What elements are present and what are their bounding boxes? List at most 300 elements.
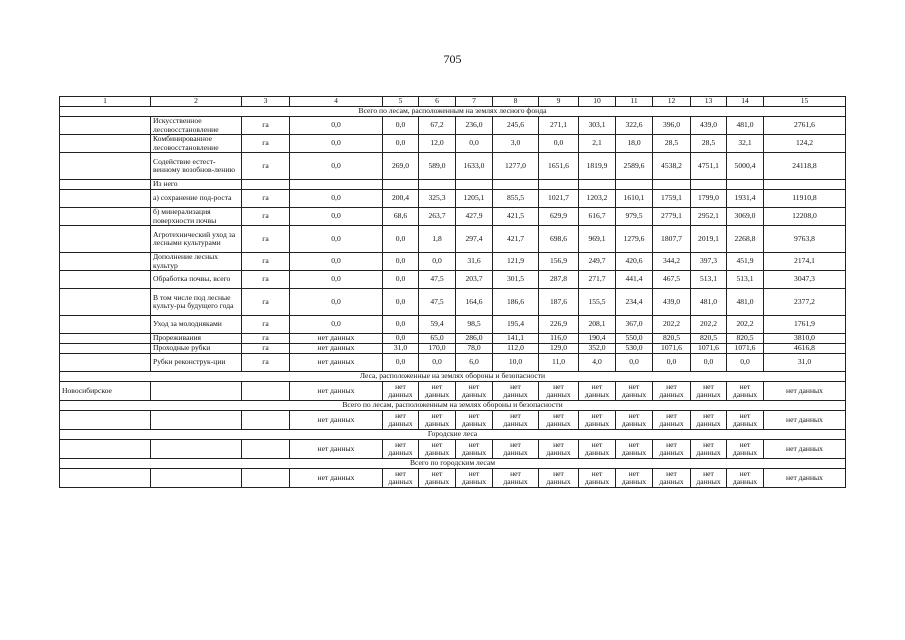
value-cell: 208,1 <box>579 316 616 334</box>
no-data-word-1: нет <box>666 439 677 449</box>
value-cell: 31,6 <box>456 253 493 271</box>
value-cell: 249,7 <box>579 253 616 271</box>
row-label: Комбинированное лесовосстановление <box>151 135 242 153</box>
value-cell: 513,1 <box>727 271 764 289</box>
no-data-word-2: данных <box>584 477 610 486</box>
no-data-cell <box>727 440 764 459</box>
value-cell: 820,5 <box>653 334 691 344</box>
value-cell: 325,3 <box>419 190 456 208</box>
row-label: Уход за молодняками <box>151 316 242 334</box>
no-data-word-1: нет <box>510 468 521 478</box>
table-row <box>60 208 846 226</box>
no-data-word-2: данных <box>732 477 758 486</box>
value-cell: 0,0 <box>383 316 419 334</box>
no-data-word-1: нет <box>553 410 564 420</box>
value-cell: 31,0 <box>764 354 846 372</box>
value-cell: 820,5 <box>691 334 727 344</box>
no-data-cell <box>383 440 419 459</box>
no-data-word-2: данных <box>503 448 528 457</box>
no-data-cell <box>539 469 579 488</box>
no-data-cell <box>456 411 493 430</box>
value-cell: 98,5 <box>456 316 493 334</box>
no-data-cell <box>579 411 616 430</box>
no-data-cell <box>383 411 419 430</box>
no-data-word-2: данных <box>584 390 610 399</box>
value-cell: 3810,0 <box>764 334 846 344</box>
value-cell: 271,1 <box>539 117 579 135</box>
no-data-cell <box>727 469 764 488</box>
no-data-word-2: данных <box>659 390 684 399</box>
value-cell: 1761,9 <box>764 316 846 334</box>
unit-cell: га <box>242 316 290 334</box>
no-data-word-1: нет <box>510 439 521 449</box>
table-row <box>60 411 846 430</box>
row-label: Содействие естест-венному возобнов-лению <box>151 153 242 180</box>
value-cell: 530,0 <box>616 344 653 354</box>
no-data-cell <box>579 382 616 401</box>
column-header: 5 <box>383 97 419 107</box>
no-data-cell: нет данных <box>764 469 846 488</box>
no-data-word-2: данных <box>461 419 487 428</box>
value-cell: 0,0 <box>383 253 419 271</box>
table-row <box>60 354 846 372</box>
unit-cell: га <box>242 208 290 226</box>
value-cell: 616,7 <box>579 208 616 226</box>
value-cell <box>539 180 579 190</box>
value-cell: 155,5 <box>579 289 616 316</box>
value-cell: 0,0 <box>290 208 383 226</box>
value-cell: 0,0 <box>290 289 383 316</box>
no-data-word-1: нет <box>628 410 640 420</box>
empty-cell <box>60 354 151 372</box>
value-cell <box>493 180 539 190</box>
value-cell: 2019,1 <box>691 226 727 253</box>
value-cell: 1205,1 <box>456 190 493 208</box>
no-data-word-2: данных <box>546 448 571 457</box>
no-data-cell <box>579 469 616 488</box>
empty-cell <box>60 344 151 354</box>
value-cell: 0,0 <box>419 253 456 271</box>
value-cell: 344,2 <box>653 253 691 271</box>
value-cell: 1819,9 <box>579 153 616 180</box>
no-data-word-1: нет <box>628 439 640 449</box>
value-cell <box>764 180 846 190</box>
table-row <box>60 430 846 440</box>
no-data-cell <box>419 469 456 488</box>
value-cell: 322,6 <box>616 117 653 135</box>
value-cell: 116,0 <box>539 334 579 344</box>
no-data-word-2: данных <box>696 419 721 428</box>
no-data-word-2: данных <box>388 477 413 486</box>
value-cell: 0,0 <box>616 354 653 372</box>
value-cell: 47,5 <box>419 271 456 289</box>
no-data-word-2: данных <box>546 390 571 399</box>
value-cell: нет данных <box>290 344 383 354</box>
value-cell: 200,4 <box>383 190 419 208</box>
value-cell: 28,5 <box>653 135 691 153</box>
column-header: 13 <box>691 97 727 107</box>
no-data-cell: нет данных <box>290 382 383 401</box>
value-cell: 451,9 <box>727 253 764 271</box>
no-data-word-2: данных <box>659 477 684 486</box>
table-row <box>60 97 846 107</box>
value-cell: 2589,6 <box>616 153 653 180</box>
unit-cell: га <box>242 135 290 153</box>
table-row <box>60 289 846 316</box>
no-data-word-1: нет <box>395 381 406 391</box>
value-cell: 2,1 <box>579 135 616 153</box>
value-cell <box>727 180 764 190</box>
no-data-word-1: нет <box>510 410 521 420</box>
value-cell: 6,0 <box>456 354 493 372</box>
no-data-cell <box>493 382 539 401</box>
value-cell: 287,8 <box>539 271 579 289</box>
value-cell: 286,0 <box>456 334 493 344</box>
no-data-word-2: данных <box>732 419 758 428</box>
value-cell: 3069,0 <box>727 208 764 226</box>
no-data-cell <box>539 440 579 459</box>
value-cell: 0,0 <box>290 117 383 135</box>
value-cell: нет данных <box>290 334 383 344</box>
no-data-word-2: данных <box>388 419 413 428</box>
no-data-cell <box>691 411 727 430</box>
value-cell: 203,7 <box>456 271 493 289</box>
empty-cell <box>60 253 151 271</box>
section-header: Всего по городским лесам <box>60 459 846 469</box>
value-cell: 301,5 <box>493 271 539 289</box>
value-cell: 2779,1 <box>653 208 691 226</box>
no-data-word-2: данных <box>424 390 450 399</box>
value-cell: 186,6 <box>493 289 539 316</box>
row-label: Из него <box>151 180 242 190</box>
value-cell: 68,6 <box>383 208 419 226</box>
empty-cell <box>60 469 151 488</box>
value-cell: 190,4 <box>579 334 616 344</box>
value-cell: 441,4 <box>616 271 653 289</box>
value-cell: 156,9 <box>539 253 579 271</box>
value-cell: 979,5 <box>616 208 653 226</box>
value-cell <box>579 180 616 190</box>
value-cell: 367,0 <box>616 316 653 334</box>
value-cell: 18,0 <box>616 135 653 153</box>
no-data-cell <box>691 440 727 459</box>
value-cell: 226,9 <box>539 316 579 334</box>
empty-cell <box>60 180 151 190</box>
value-cell: 2377,2 <box>764 289 846 316</box>
no-data-word-2: данных <box>621 390 647 399</box>
value-cell: 67,2 <box>419 117 456 135</box>
value-cell: 0,0 <box>290 316 383 334</box>
no-data-cell <box>616 382 653 401</box>
no-data-word-1: нет <box>468 381 480 391</box>
no-data-word-1: нет <box>510 381 521 391</box>
column-header: 8 <box>493 97 539 107</box>
empty-cell <box>151 411 242 430</box>
no-data-cell <box>383 382 419 401</box>
value-cell: 820,5 <box>727 334 764 344</box>
value-cell: 236,0 <box>456 117 493 135</box>
column-header: 2 <box>151 97 242 107</box>
column-header: 7 <box>456 97 493 107</box>
value-cell: 32,1 <box>727 135 764 153</box>
value-cell: 467,5 <box>653 271 691 289</box>
row-label: Искусственное лесовосстановление <box>151 117 242 135</box>
value-cell: 12,0 <box>419 135 456 153</box>
value-cell: 698,6 <box>539 226 579 253</box>
table-row <box>60 334 846 344</box>
value-cell <box>616 180 653 190</box>
no-data-cell: нет данных <box>764 440 846 459</box>
no-data-cell <box>539 382 579 401</box>
value-cell: 4751,1 <box>691 153 727 180</box>
value-cell: 1807,7 <box>653 226 691 253</box>
value-cell: 195,4 <box>493 316 539 334</box>
empty-cell <box>151 440 242 459</box>
no-data-word-1: нет <box>468 410 480 420</box>
no-data-word-2: данных <box>621 419 647 428</box>
value-cell: 263,7 <box>419 208 456 226</box>
no-data-word-1: нет <box>431 381 443 391</box>
no-data-word-1: нет <box>591 381 603 391</box>
value-cell: 202,2 <box>727 316 764 334</box>
empty-cell <box>60 316 151 334</box>
no-data-word-1: нет <box>591 439 603 449</box>
table-row <box>60 117 846 135</box>
value-cell: 1277,0 <box>493 153 539 180</box>
empty-cell <box>60 135 151 153</box>
value-cell: 420,6 <box>616 253 653 271</box>
no-data-cell <box>653 411 691 430</box>
no-data-word-1: нет <box>395 439 406 449</box>
row-label: Дополнение лесных культур <box>151 253 242 271</box>
value-cell: 11910,8 <box>764 190 846 208</box>
value-cell: 5000,4 <box>727 153 764 180</box>
empty-cell <box>60 153 151 180</box>
value-cell: 47,5 <box>419 289 456 316</box>
empty-cell <box>60 440 151 459</box>
row-label: Агротехнический уход за лесными культурами <box>151 226 242 253</box>
value-cell: 481,0 <box>727 117 764 135</box>
empty-cell <box>60 208 151 226</box>
value-cell: 396,0 <box>653 117 691 135</box>
no-data-cell <box>419 411 456 430</box>
column-header: 9 <box>539 97 579 107</box>
no-data-cell <box>493 469 539 488</box>
section-header: Всего по лесам, расположенным на землях обороны и безопасности <box>60 401 846 411</box>
value-cell: 0,0 <box>383 135 419 153</box>
value-cell: 1610,1 <box>616 190 653 208</box>
no-data-word-1: нет <box>431 468 443 478</box>
value-cell: 1931,4 <box>727 190 764 208</box>
table-row <box>60 153 846 180</box>
value-cell: 439,0 <box>653 289 691 316</box>
value-cell: 0,0 <box>383 334 419 344</box>
table-row <box>60 372 846 382</box>
table-row <box>60 401 846 411</box>
value-cell: 0,0 <box>383 271 419 289</box>
value-cell: 59,4 <box>419 316 456 334</box>
no-data-cell <box>616 469 653 488</box>
value-cell: 164,6 <box>456 289 493 316</box>
table-row <box>60 344 846 354</box>
no-data-word-1: нет <box>666 468 677 478</box>
page-number: 705 <box>443 52 462 66</box>
no-data-cell <box>727 382 764 401</box>
value-cell: 10,0 <box>493 354 539 372</box>
value-cell: 0,0 <box>290 153 383 180</box>
value-cell: 481,0 <box>727 289 764 316</box>
no-data-cell <box>493 411 539 430</box>
unit-cell: га <box>242 190 290 208</box>
value-cell: 439,0 <box>691 117 727 135</box>
value-cell: 65,0 <box>419 334 456 344</box>
value-cell: 855,5 <box>493 190 539 208</box>
column-header: 4 <box>290 97 383 107</box>
no-data-word-2: данных <box>503 390 528 399</box>
no-data-word-2: данных <box>461 477 487 486</box>
no-data-word-2: данных <box>732 390 758 399</box>
value-cell: 0,0 <box>383 117 419 135</box>
no-data-word-2: данных <box>546 419 571 428</box>
empty-cell <box>60 190 151 208</box>
table-row <box>60 469 846 488</box>
section-header: Городские леса <box>60 430 846 440</box>
no-data-word-2: данных <box>424 448 450 457</box>
no-data-word-1: нет <box>739 381 751 391</box>
value-cell <box>419 180 456 190</box>
no-data-word-1: нет <box>628 468 640 478</box>
no-data-cell <box>383 469 419 488</box>
value-cell: 0,0 <box>383 226 419 253</box>
no-data-word-1: нет <box>591 410 603 420</box>
value-cell <box>456 180 493 190</box>
value-cell: 112,0 <box>493 344 539 354</box>
row-label: В том числе под лесные культу-ры будущего года <box>151 289 242 316</box>
no-data-cell <box>579 440 616 459</box>
empty-cell <box>242 411 290 430</box>
no-data-word-2: данных <box>388 390 413 399</box>
empty-cell <box>151 382 242 401</box>
value-cell: 1071,6 <box>653 344 691 354</box>
no-data-word-1: нет <box>739 468 751 478</box>
no-data-word-2: данных <box>696 448 721 457</box>
no-data-word-1: нет <box>666 381 677 391</box>
column-header: 15 <box>764 97 846 107</box>
empty-cell <box>242 469 290 488</box>
no-data-cell <box>616 440 653 459</box>
unit-cell: га <box>242 153 290 180</box>
no-data-word-2: данных <box>503 477 528 486</box>
value-cell: 1,8 <box>419 226 456 253</box>
unit-cell <box>242 180 290 190</box>
value-cell: 0,0 <box>691 354 727 372</box>
value-cell: 589,0 <box>419 153 456 180</box>
value-cell: 4616,8 <box>764 344 846 354</box>
no-data-word-2: данных <box>424 419 450 428</box>
unit-cell: га <box>242 271 290 289</box>
value-cell: 421,5 <box>493 208 539 226</box>
value-cell: 0,0 <box>539 135 579 153</box>
value-cell: 550,0 <box>616 334 653 344</box>
no-data-word-1: нет <box>431 439 443 449</box>
section-header: Всего по лесам, расположенным на землях лесного фонда <box>60 107 846 117</box>
no-data-word-2: данных <box>461 390 487 399</box>
no-data-word-2: данных <box>546 477 571 486</box>
no-data-cell <box>691 382 727 401</box>
no-data-cell <box>539 411 579 430</box>
table-row <box>60 107 846 117</box>
no-data-cell: нет данных <box>764 382 846 401</box>
value-cell: 3,0 <box>493 135 539 153</box>
value-cell: 129,0 <box>539 344 579 354</box>
value-cell: 170,0 <box>419 344 456 354</box>
no-data-cell: нет данных <box>290 469 383 488</box>
value-cell: 0,0 <box>383 354 419 372</box>
empty-cell <box>60 289 151 316</box>
no-data-word-2: данных <box>659 448 684 457</box>
value-cell: 2174,1 <box>764 253 846 271</box>
empty-cell <box>60 117 151 135</box>
value-cell: 121,9 <box>493 253 539 271</box>
column-header: 12 <box>653 97 691 107</box>
value-cell: 202,2 <box>653 316 691 334</box>
value-cell: нет данных <box>290 354 383 372</box>
value-cell: 31,0 <box>383 344 419 354</box>
column-header: 14 <box>727 97 764 107</box>
row-label: Проходные рубки <box>151 344 242 354</box>
value-cell: 202,2 <box>691 316 727 334</box>
value-cell: 1071,6 <box>727 344 764 354</box>
column-header: 1 <box>60 97 151 107</box>
section-header: Леса, расположенные на землях обороны и безопасности <box>60 372 846 382</box>
empty-cell <box>60 271 151 289</box>
value-cell <box>383 180 419 190</box>
empty-cell <box>242 440 290 459</box>
value-cell: 78,0 <box>456 344 493 354</box>
no-data-word-1: нет <box>739 439 751 449</box>
row-label: б) минерализация поверхности почвы <box>151 208 242 226</box>
no-data-word-2: данных <box>621 448 647 457</box>
no-data-cell: нет данных <box>764 411 846 430</box>
no-data-word-1: нет <box>591 468 603 478</box>
table-row <box>60 180 846 190</box>
forest-activities-table <box>59 96 846 488</box>
value-cell: 629,9 <box>539 208 579 226</box>
no-data-word-1: нет <box>628 381 640 391</box>
table-row <box>60 459 846 469</box>
no-data-cell <box>419 382 456 401</box>
no-data-cell <box>493 440 539 459</box>
value-cell: 3047,3 <box>764 271 846 289</box>
value-cell: 303,1 <box>579 117 616 135</box>
no-data-word-2: данных <box>732 448 758 457</box>
row-label: Рубки реконструк-ции <box>151 354 242 372</box>
no-data-cell <box>653 382 691 401</box>
no-data-word-1: нет <box>703 381 714 391</box>
value-cell: 0,0 <box>290 135 383 153</box>
row-label: Обработка почвы, всего <box>151 271 242 289</box>
no-data-word-1: нет <box>395 468 406 478</box>
value-cell: 9763,8 <box>764 226 846 253</box>
value-cell: 1279,6 <box>616 226 653 253</box>
value-cell: 352,0 <box>579 344 616 354</box>
no-data-word-1: нет <box>703 410 714 420</box>
no-data-cell <box>653 440 691 459</box>
table-row <box>60 440 846 459</box>
no-data-cell <box>727 411 764 430</box>
value-cell: 1071,6 <box>691 344 727 354</box>
value-cell: 0,0 <box>290 190 383 208</box>
